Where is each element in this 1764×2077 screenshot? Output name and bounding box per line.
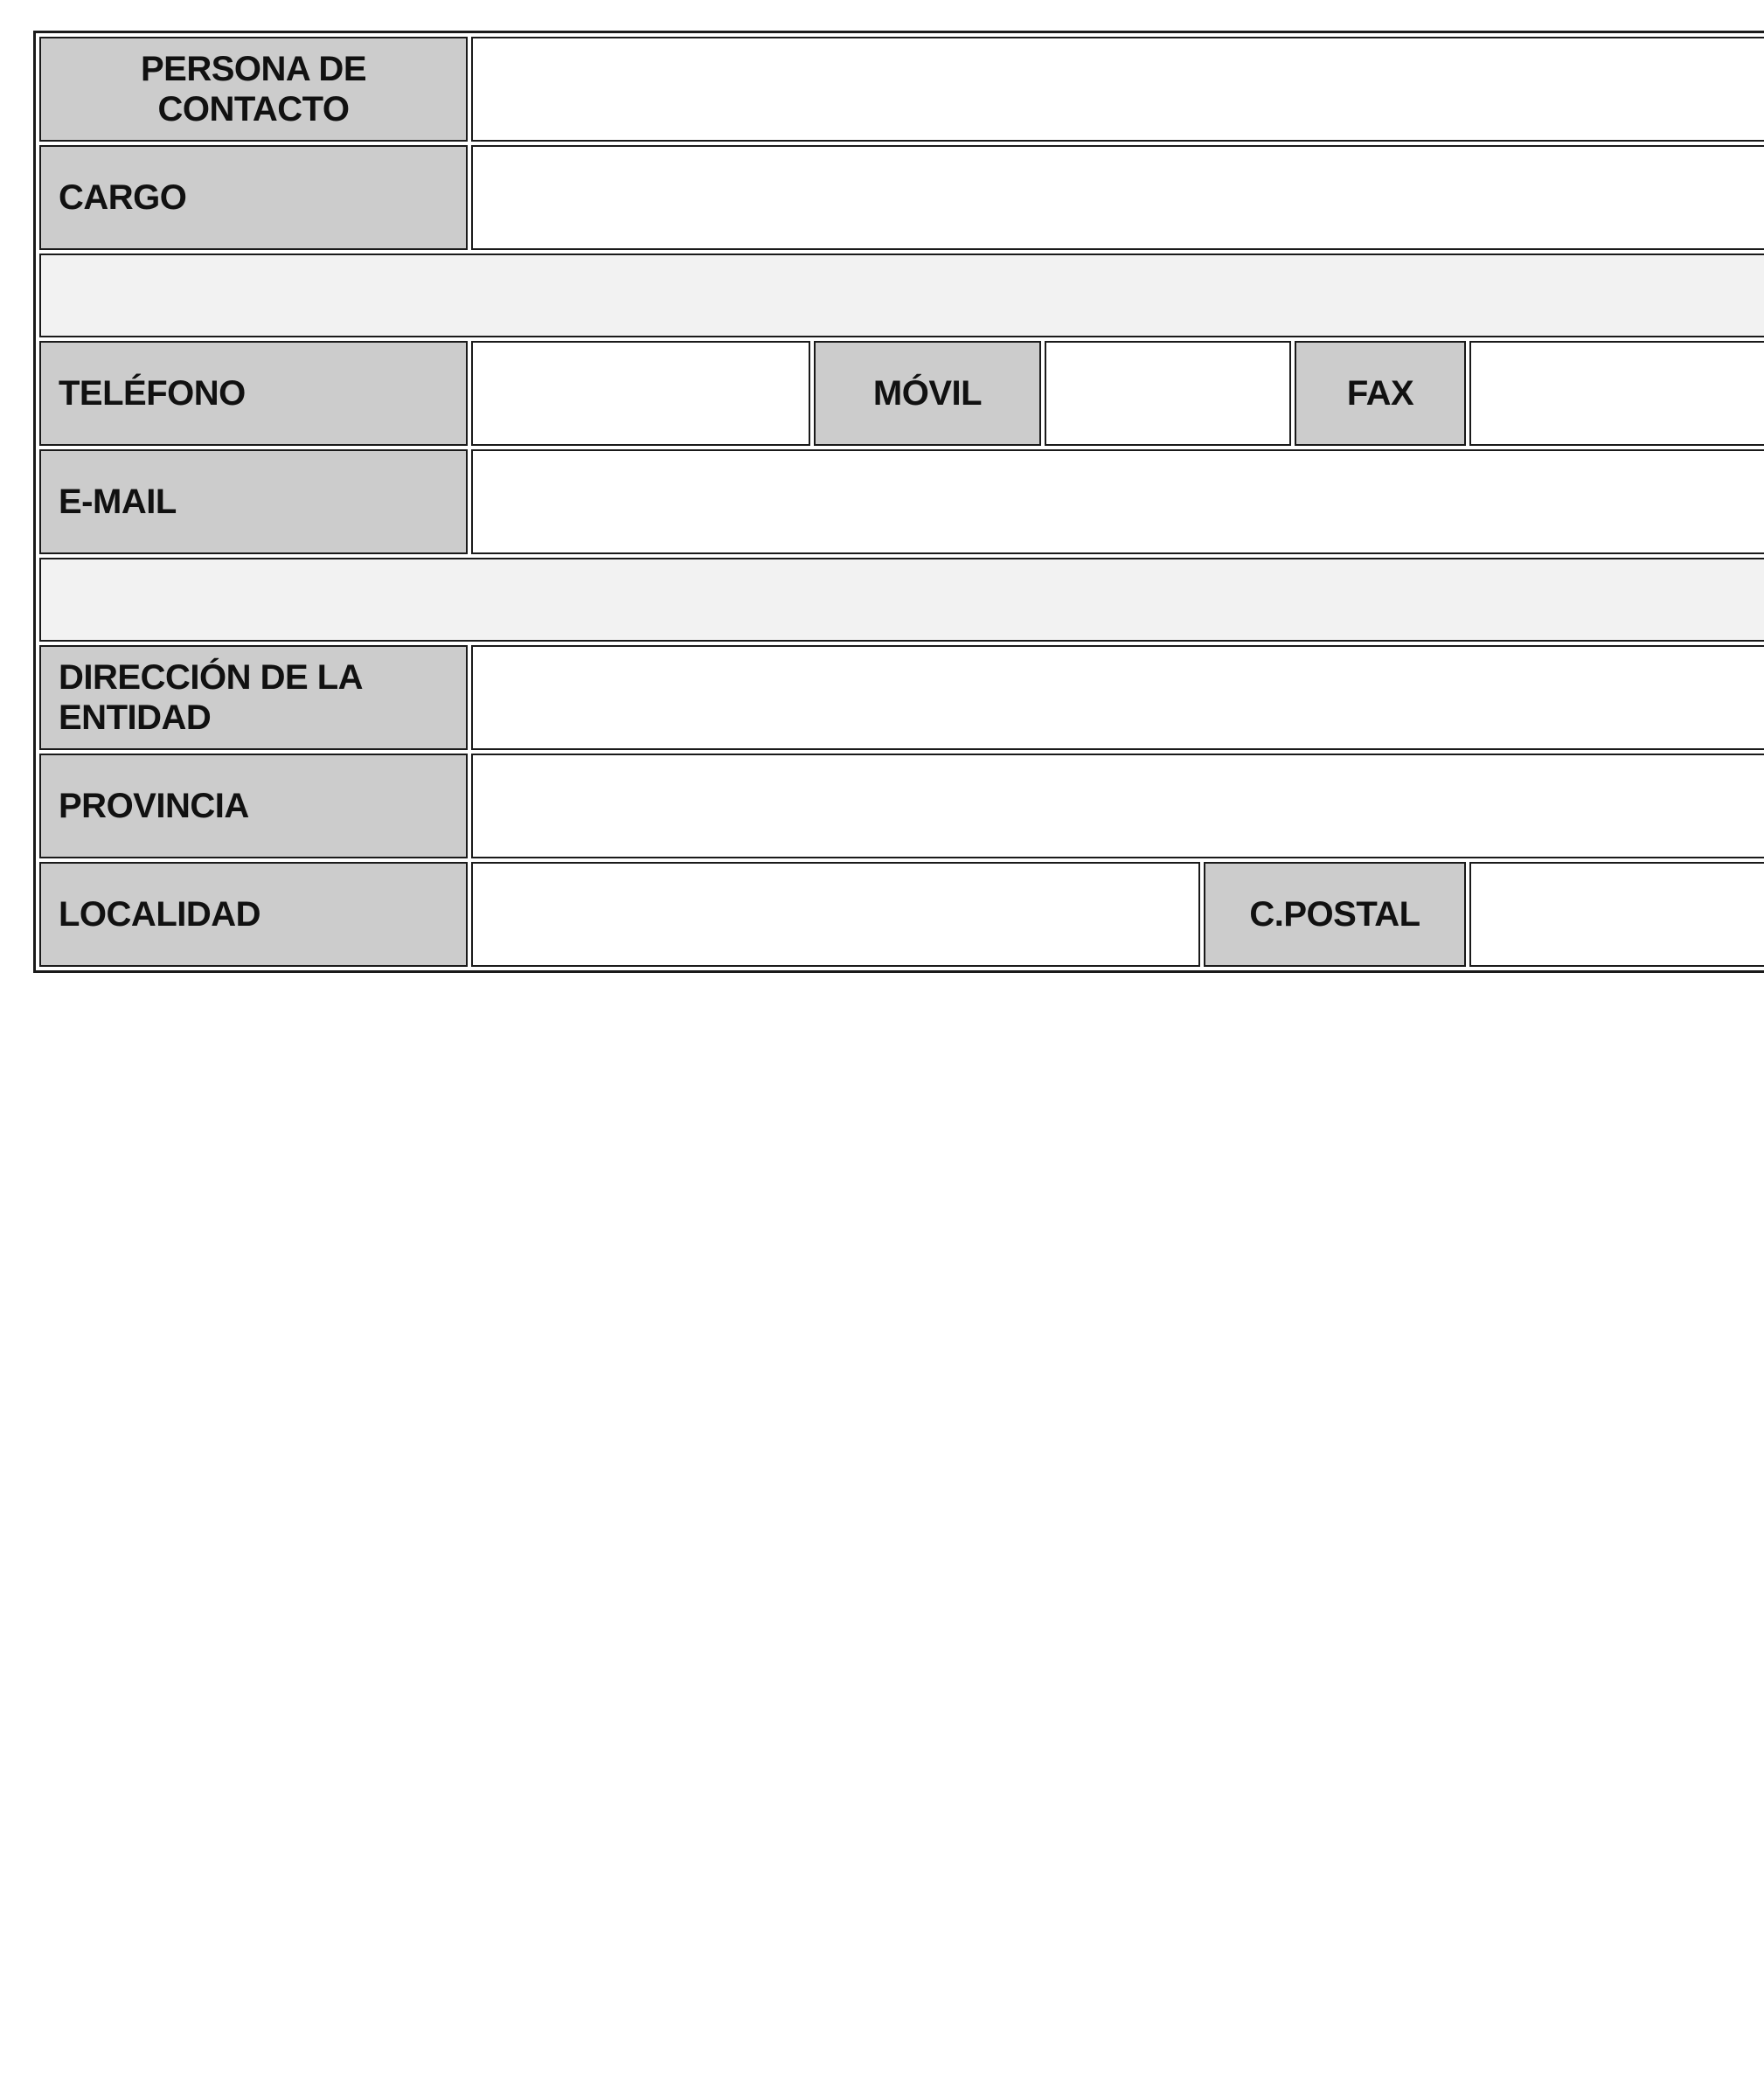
position-label: CARGO [59, 178, 187, 217]
locality-row [39, 862, 1764, 967]
address-label-cell [39, 645, 468, 750]
position-label-cell [39, 145, 468, 250]
locality-label-cell [39, 862, 468, 967]
province-field[interactable] [471, 754, 1764, 858]
address-row [39, 645, 1764, 750]
contact-person-label-cell [39, 37, 468, 142]
fax-label: FAX [1346, 374, 1414, 413]
postal-code-field[interactable] [1469, 862, 1764, 967]
mobile-label: MÓVIL [872, 374, 983, 413]
locality-field[interactable] [471, 862, 1200, 967]
phone-label: TELÉFONO [59, 374, 246, 413]
section-divider-1 [39, 254, 1764, 337]
email-label-cell [39, 449, 468, 554]
phone-label-cell [39, 341, 468, 446]
spacer-row-1 [39, 254, 1764, 337]
email-label: E-MAIL [59, 483, 177, 521]
province-label: PROVINCIA [59, 787, 249, 825]
fax-field[interactable] [1469, 341, 1764, 446]
address-field[interactable] [471, 645, 1764, 750]
contact-form-table [33, 31, 1764, 973]
postal-code-label-cell [1204, 862, 1466, 967]
position-row [39, 145, 1764, 250]
mobile-label-cell [814, 341, 1041, 446]
province-row [39, 754, 1764, 858]
mobile-field[interactable] [1045, 341, 1291, 446]
address-label: DIRECCIÓN DE LA ENTIDAD [59, 658, 362, 737]
postal-code-label: C.POSTAL [1249, 895, 1420, 934]
position-field[interactable] [471, 145, 1764, 250]
email-field[interactable] [471, 449, 1764, 554]
province-label-cell [39, 754, 468, 858]
phones-row [39, 341, 1764, 446]
locality-label: LOCALIDAD [59, 895, 261, 934]
phone-field[interactable] [471, 341, 810, 446]
fax-label-cell [1295, 341, 1466, 446]
spacer-row-2 [39, 558, 1764, 642]
contact-person-label: PERSONA DE CONTACTO [140, 50, 366, 129]
contact-person-field[interactable] [471, 37, 1764, 142]
email-row [39, 449, 1764, 554]
section-divider-2 [39, 558, 1764, 642]
contact-person-row [39, 37, 1764, 142]
